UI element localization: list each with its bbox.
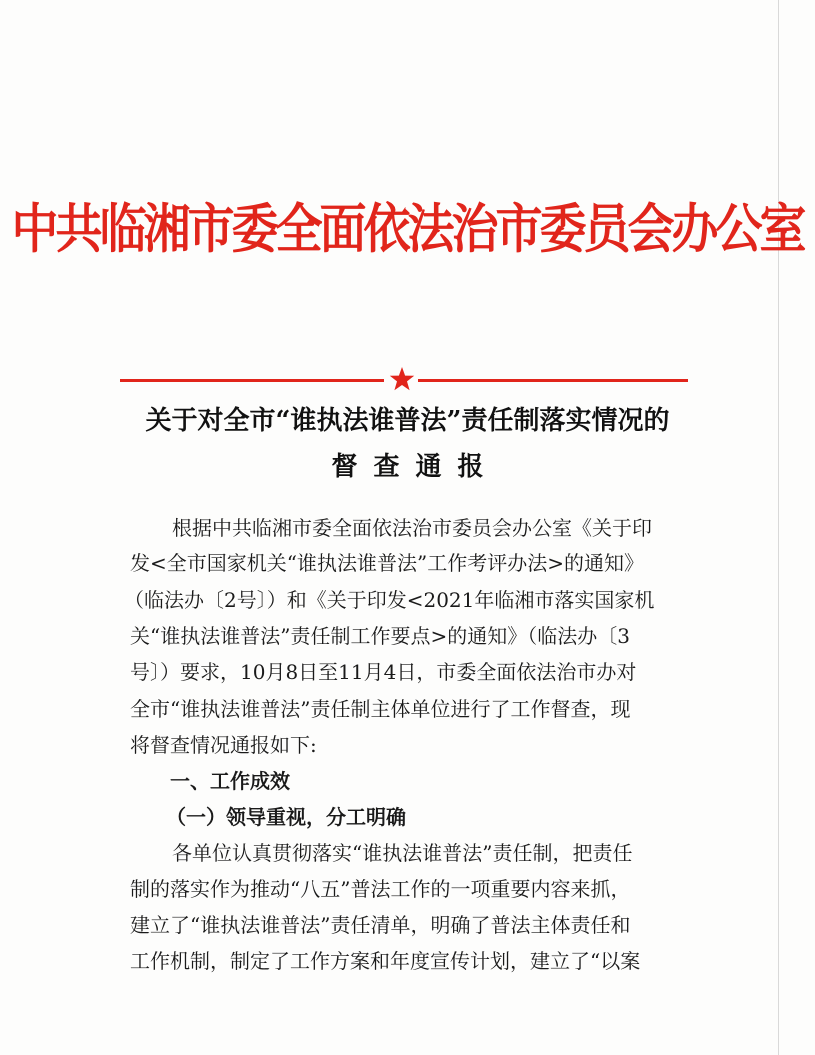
document-title-line-1: 关于对全市“谁执法谁普法”责任制落实情况的 bbox=[145, 406, 670, 436]
document-title-line-2: 督查通报 bbox=[331, 452, 500, 482]
star-icon bbox=[389, 366, 415, 392]
paragraph-line: （临法办〔2号〕）和《关于印发<2021年临湘市落实国家机 bbox=[124, 588, 655, 612]
paragraph-line: 号〕）要求，10月8日至11月4日，市委全面依法治市办对 bbox=[130, 660, 637, 684]
paragraph-line: 各单位认真贯彻落实“谁执法谁普法”责任制，把责任 bbox=[172, 841, 633, 865]
section-heading: 一、工作成效 bbox=[170, 769, 290, 793]
red-divider-right bbox=[418, 379, 688, 382]
paragraph-line: 全市“谁执法谁普法”责任制主体单位进行了工作督查，现 bbox=[130, 697, 631, 721]
paragraph-line: 关“谁执法谁普法”责任制工作要点>的通知》（临法办〔3 bbox=[130, 624, 630, 648]
paragraph-line: 将督查情况通报如下: bbox=[130, 733, 317, 757]
paragraph-line: 建立了“谁执法谁普法”责任清单，明确了普法主体责任和 bbox=[130, 913, 631, 937]
paragraph-line: 根据中共临湘市委全面依法治市委员会办公室《关于印 bbox=[172, 516, 652, 540]
subsection-heading: （一）领导重视，分工明确 bbox=[166, 805, 406, 829]
paragraph-line: 工作机制，制定了工作方案和年度宣传计划，建立了“以案 bbox=[130, 949, 641, 973]
paragraph-line: 制的落实作为推动“八五”普法工作的一项重要内容来抓， bbox=[130, 877, 631, 901]
page-edge bbox=[778, 0, 779, 1055]
red-divider-left bbox=[120, 379, 384, 382]
paragraph-line: 发<全市国家机关“谁执法谁普法”工作考评办法>的通知》 bbox=[130, 551, 644, 575]
issuing-organization-header: 中共临湘市委全面依法治市委员会办公室 bbox=[11, 198, 804, 261]
